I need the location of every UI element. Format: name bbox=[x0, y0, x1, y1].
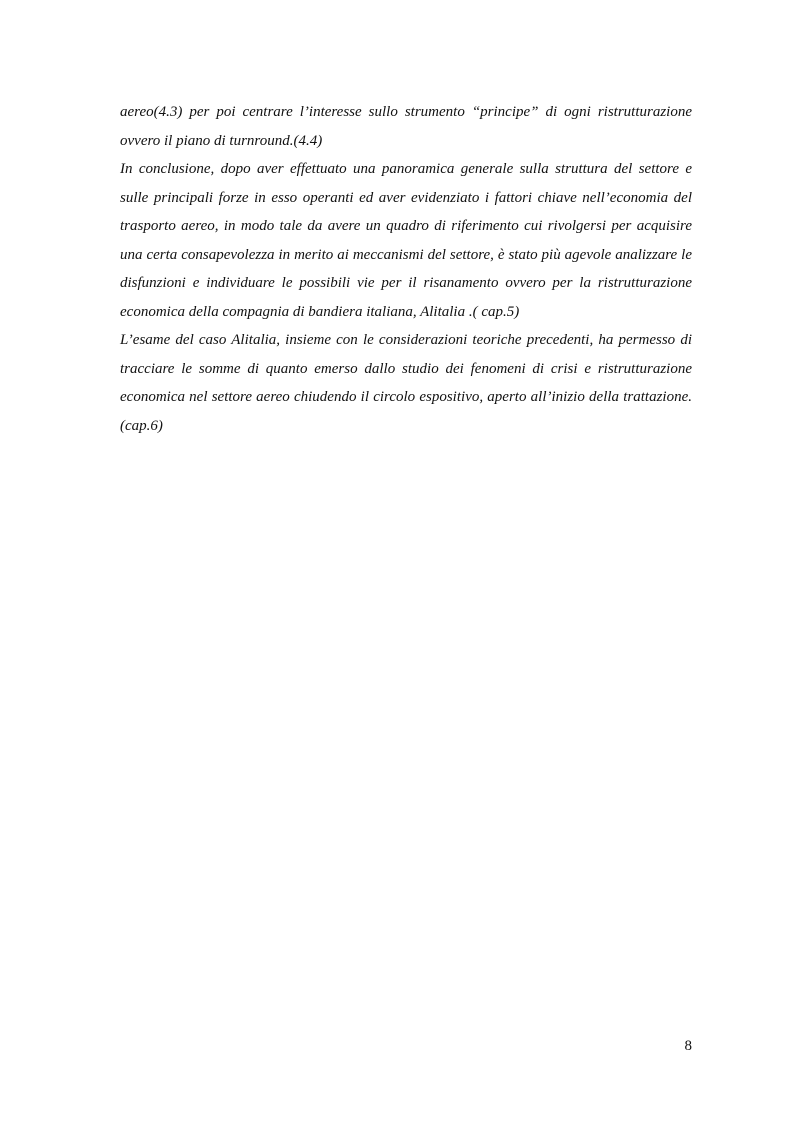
body-text bbox=[120, 98, 692, 440]
page-number: 8 bbox=[684, 1038, 692, 1054]
paragraph-1: aereo(4.3) per poi centrare l’interesse sullo strumento “principe” di ogni ristrutturazione ovvero il piano di turnround.(4.4) bbox=[120, 104, 692, 149]
paragraph-2: In conclusione, dopo aver effettuato una panoramica generale sulla struttura del settore e sulle principali forze in esso operanti ed aver evidenziato i fattori chiave nell’economia del trasporto aereo, in modo tale da avere un quadro di riferimento cui rivolgersi per acquisire una certa consapevolezza in merito ai meccanismi del settore, è stato più agevole analizzare le disfunzioni e individuare le possibili vie per il risanamento ovvero per la ristrutturazione economica della compagnia di bandiera italiana, Alitalia .( cap.5) bbox=[120, 161, 692, 320]
paragraph-3: L’esame del caso Alitalia, insieme con le considerazioni teoriche precedenti, ha permesso di tracciare le somme di quanto emerso dallo studio dei fenomeni di crisi e ristrutturazione economica nel settore aereo chiudendo il circolo espositivo, aperto all’inizio della trattazione.(cap.6) bbox=[120, 332, 692, 434]
